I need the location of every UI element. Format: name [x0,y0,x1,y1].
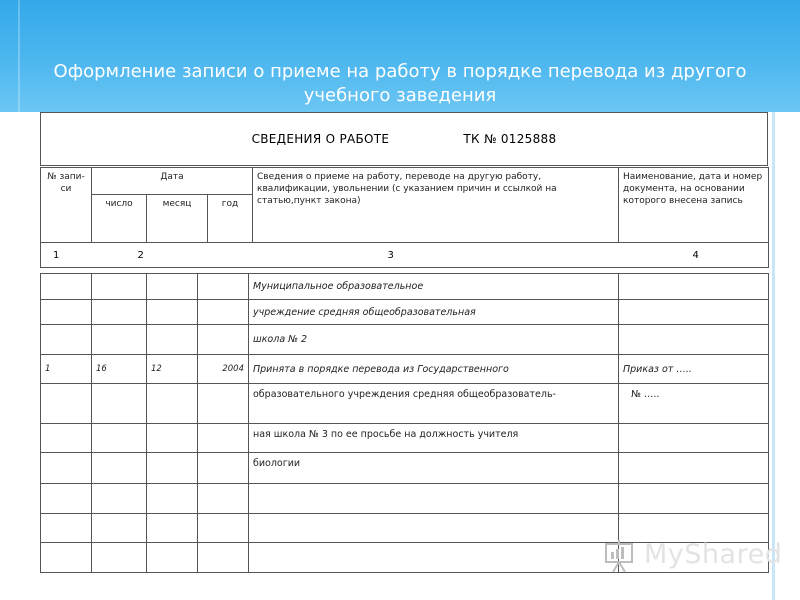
year-cell [198,453,249,484]
day-cell [92,325,147,355]
month-cell [147,484,198,514]
day-cell [92,453,147,484]
month-cell [147,325,198,355]
decorative-line [18,0,20,112]
record-cell [41,274,92,300]
work-records-table [40,273,769,573]
col-number: 1 [41,243,124,268]
year-cell [198,484,249,514]
info-header: Сведения о приеме на работу, переводе на другую работу, квалификации, увольнении (с указанием причин и ссылкой на статью,пункт закона) [253,168,619,243]
day-cell [92,424,147,453]
month-cell [147,274,198,300]
document-cell [619,274,769,300]
year-cell [198,274,249,300]
document-cell [619,484,769,514]
info-cell: учреждение средняя общеобразовательная [249,300,619,325]
info-cell [249,514,619,543]
table-row [41,484,769,514]
month-cell [147,453,198,484]
table-row [41,453,769,484]
year-cell [198,514,249,543]
header-cell [41,113,768,166]
day-cell [92,514,147,543]
col-number: 3 [304,243,619,268]
document-cell [619,453,769,484]
document-cell: Приказ от ….. [619,355,769,384]
work-info-header [40,112,768,166]
record-cell [41,484,92,514]
info-cell [249,543,619,573]
year-cell [198,384,249,424]
month-cell [147,300,198,325]
document-cell [619,300,769,325]
slide-title: Оформление записи о приеме на работу в порядке перевода из другого учебного заведения [53,61,747,106]
record-cell [41,514,92,543]
info-cell: образовательного учреждения средняя общеобразователь- [249,384,619,424]
day-cell [92,300,147,325]
info-cell: Муниципальное образовательное [249,274,619,300]
document-cell [619,325,769,355]
document-cell: № ….. [619,384,769,424]
col-number: 4 [619,243,769,268]
column-numbers-row [40,242,769,268]
day-cell: 16 [92,355,147,384]
record-cell [41,300,92,325]
month-cell [147,514,198,543]
info-cell: биологии [249,453,619,484]
decorative-line [772,112,775,600]
day-cell [92,384,147,424]
year-cell: 2004 [198,355,249,384]
month-header: месяц [147,195,208,243]
table-row [41,384,769,424]
day-header: число [92,195,147,243]
myshared-watermark [604,538,783,574]
presentation-board-icon [604,538,638,574]
info-cell [249,484,619,514]
table-row [41,424,769,453]
record-no-header: № запи-си [41,168,92,243]
record-cell [41,424,92,453]
document-header: Наименование, дата и номер документа, на основании которого внесена запись [619,168,769,243]
month-cell [147,384,198,424]
month-cell [147,543,198,573]
day-cell [92,543,147,573]
year-header: год [208,195,253,243]
record-cell [41,325,92,355]
document-cell [619,424,769,453]
year-cell [198,543,249,573]
info-cell: Принята в порядке перевода из Государственного [249,355,619,384]
record-cell [41,453,92,484]
date-header: Дата [92,168,253,195]
year-cell [198,300,249,325]
record-cell [41,543,92,573]
month-cell [147,424,198,453]
col-number: 2 [124,243,304,268]
record-cell [41,384,92,424]
info-cell: школа № 2 [249,325,619,355]
month-cell: 12 [147,355,198,384]
year-cell [198,424,249,453]
year-cell [198,325,249,355]
day-cell [92,274,147,300]
watermark-text: MyShared [644,539,783,570]
info-cell: ная школа № 3 по ее просьбе на должность учителя [249,424,619,453]
day-cell [92,484,147,514]
table-row [41,300,769,325]
column-headers [40,167,769,243]
table-row [41,274,769,300]
section-title: СВЕДЕНИЯ О РАБОТЕ [251,132,390,146]
table-row [41,325,769,355]
table-row [41,355,769,384]
tk-number: ТК № 0125888 [463,132,557,146]
record-cell: 1 [41,355,92,384]
